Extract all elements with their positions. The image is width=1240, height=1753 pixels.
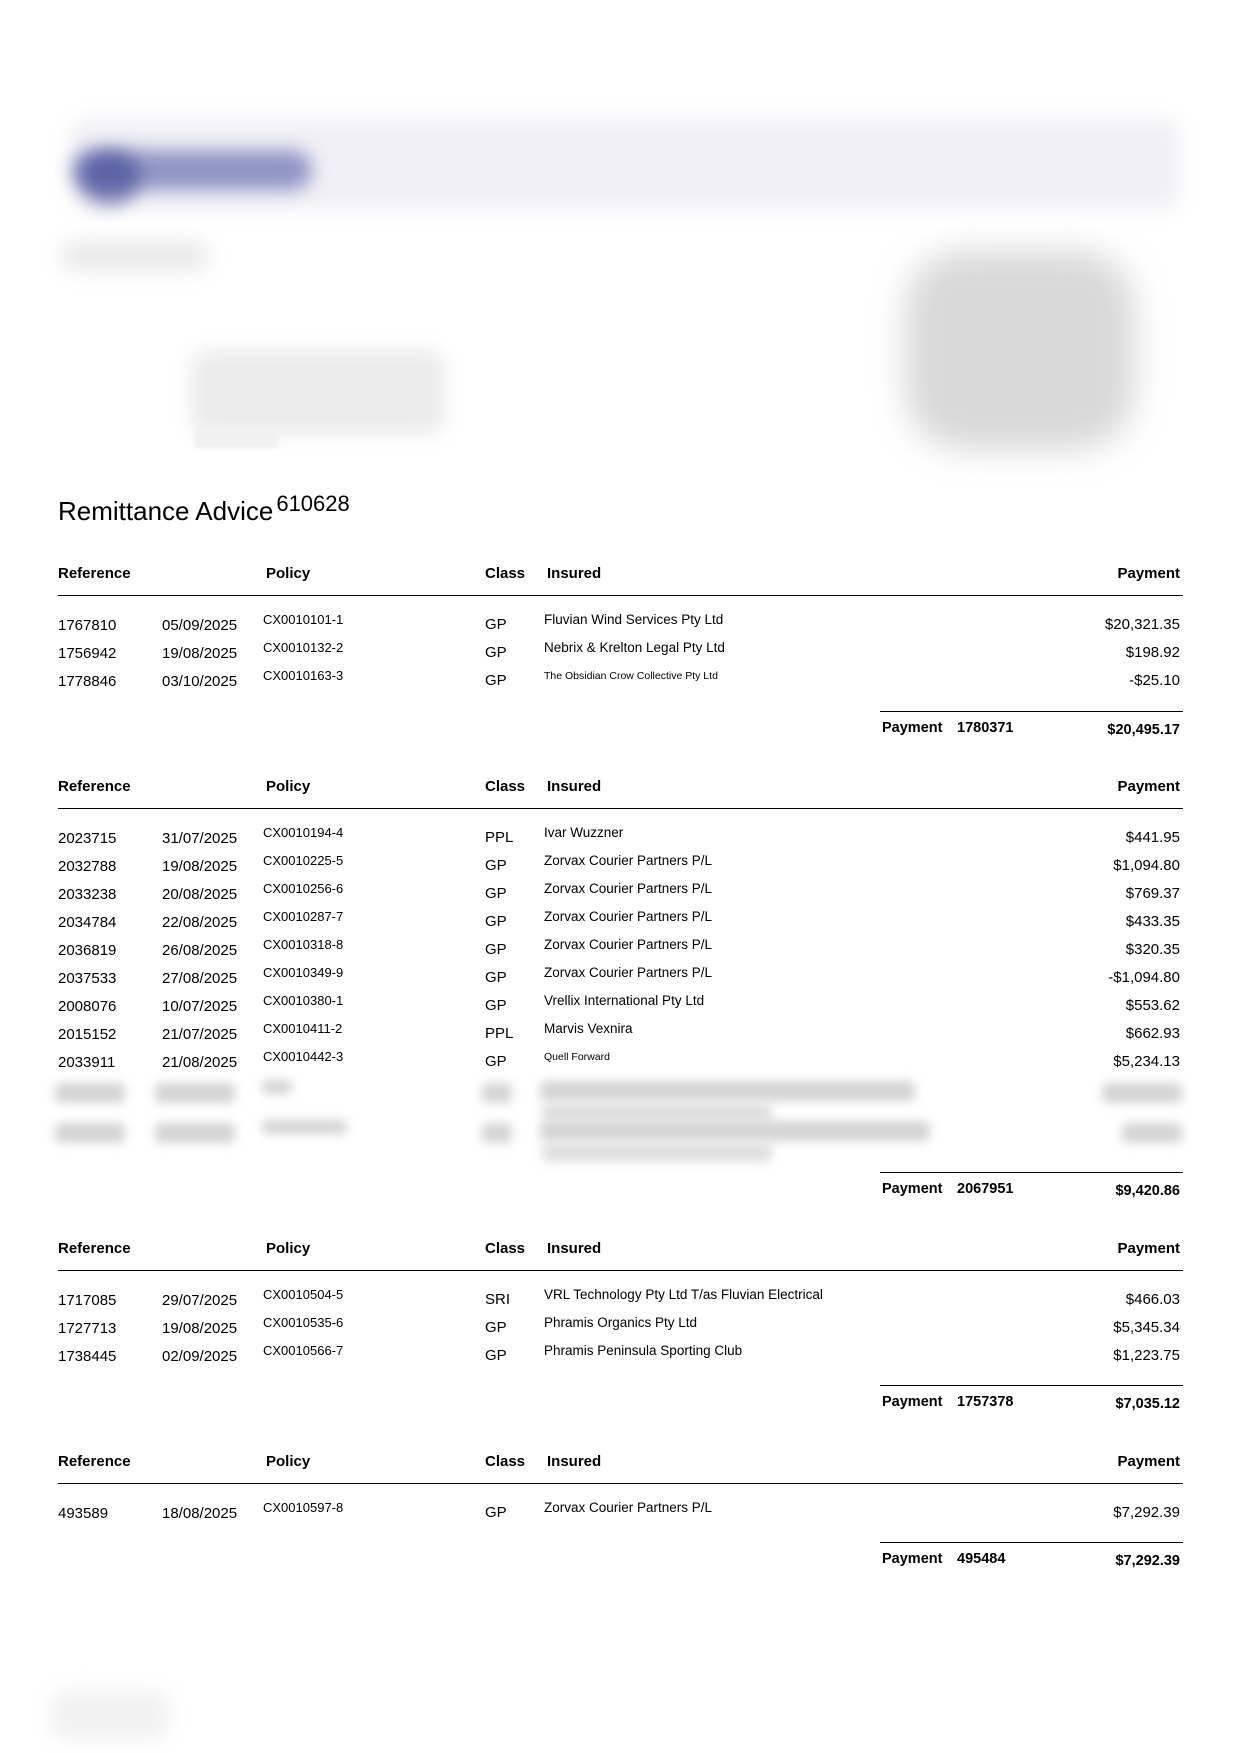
section-total (880, 1385, 1183, 1412)
redacted-footer (50, 1690, 170, 1740)
table-header (58, 778, 1183, 809)
table-row (58, 1021, 1183, 1049)
cell-date: 31/07/2025 (162, 830, 238, 847)
cell-date: 02/09/2025 (162, 1348, 238, 1365)
cell-policy: CX0010194-4 (263, 825, 344, 840)
total-amount: $20,495.17 (1107, 722, 1180, 738)
cell-reference: 2033238 (58, 886, 117, 903)
total-label: Payment (882, 1551, 943, 1567)
cell-class: GP (485, 997, 507, 1014)
redacted-cell (55, 1083, 125, 1103)
cell-reference: 1756942 (58, 645, 117, 662)
redacted-recipient-block (905, 250, 1135, 450)
cell-reference: 1767810 (58, 617, 117, 634)
col-reference: Reference (58, 565, 131, 582)
total-amount: $9,420.86 (1115, 1183, 1180, 1199)
cell-payment: $662.93 (1125, 1025, 1180, 1042)
total-reference: 1780371 (957, 720, 1014, 736)
cell-class: GP (485, 969, 507, 986)
page-title (58, 491, 350, 527)
cell-reference: 1727713 (58, 1320, 117, 1337)
redacted-address-block (190, 350, 445, 435)
col-reference: Reference (58, 778, 131, 795)
cell-class: PPL (485, 1025, 514, 1042)
redacted-address-line (194, 428, 278, 448)
col-class: Class (485, 565, 526, 582)
cell-reference: 2037533 (58, 970, 117, 987)
table-row (58, 937, 1183, 965)
cell-date: 27/08/2025 (162, 970, 238, 987)
cell-date: 29/07/2025 (162, 1292, 238, 1309)
cell-insured: Marvis Vexnira (544, 1021, 633, 1036)
cell-policy: CX0010132-2 (263, 640, 344, 655)
cell-class: GP (485, 672, 507, 689)
company-logo-mark (80, 150, 140, 205)
cell-payment: $441.95 (1125, 829, 1180, 846)
col-insured: Insured (547, 1453, 602, 1470)
cell-reference: 2036819 (58, 942, 117, 959)
redacted-cell (482, 1123, 512, 1143)
redacted-cell (540, 1081, 915, 1101)
cell-insured: Zorvax Courier Partners P/L (544, 909, 713, 924)
col-payment: Payment (1117, 565, 1180, 582)
col-class: Class (485, 1453, 526, 1470)
col-policy: Policy (266, 565, 311, 582)
total-label: Payment (882, 720, 943, 736)
table-row (58, 1049, 1183, 1077)
table-row (58, 825, 1183, 853)
cell-class: GP (485, 941, 507, 958)
cell-insured: Vrellix International Pty Ltd (544, 993, 705, 1008)
table-row (58, 1287, 1183, 1315)
cell-date: 10/07/2025 (162, 998, 238, 1015)
cell-class: GP (485, 1053, 507, 1070)
redacted-cell (540, 1121, 930, 1141)
cell-class: GP (485, 1504, 507, 1521)
redacted-cell (1122, 1123, 1182, 1143)
table-row (58, 668, 1183, 696)
cell-class: GP (485, 885, 507, 902)
redacted-cell (155, 1083, 235, 1103)
cell-payment: $20,321.35 (1104, 616, 1180, 633)
cell-reference: 2033911 (58, 1054, 116, 1071)
cell-class: GP (485, 1319, 507, 1336)
section-total (880, 711, 1183, 738)
table-row (58, 965, 1183, 993)
cell-class: PPL (485, 829, 514, 846)
cell-insured: Nebrix & Krelton Legal Pty Ltd (544, 640, 725, 655)
table-row (58, 909, 1183, 937)
cell-insured: Zorvax Courier Partners P/L (544, 965, 713, 980)
col-payment: Payment (1117, 1240, 1180, 1257)
redacted-cell (482, 1083, 512, 1103)
total-reference: 2067951 (957, 1181, 1014, 1197)
cell-insured: Phramis Peninsula Sporting Club (544, 1343, 743, 1358)
cell-insured: Fluvian Wind Services Pty Ltd (544, 612, 724, 627)
cell-date: 19/08/2025 (162, 645, 238, 662)
cell-policy: CX0010411-2 (263, 1021, 343, 1036)
cell-payment: $320.35 (1125, 941, 1180, 958)
cell-reference: 1717085 (58, 1292, 117, 1309)
cell-insured: The Obsidian Crow Collective Pty Ltd (544, 670, 718, 682)
cell-date: 19/08/2025 (162, 1320, 238, 1337)
cell-policy: CX0010163-3 (263, 668, 344, 683)
col-insured: Insured (547, 565, 602, 582)
cell-policy: CX0010287-7 (263, 909, 344, 924)
cell-class: GP (485, 1347, 507, 1364)
cell-reference: 2034784 (58, 914, 117, 931)
cell-reference: 2023715 (58, 830, 117, 847)
remittance-number: 610628 (276, 491, 350, 516)
section-total (880, 1542, 1183, 1569)
cell-class: GP (485, 857, 507, 874)
cell-class: GP (485, 616, 507, 633)
col-payment: Payment (1117, 778, 1180, 795)
col-reference: Reference (58, 1453, 131, 1470)
cell-payment: $433.35 (1125, 913, 1180, 930)
cell-payment: $466.03 (1125, 1291, 1180, 1308)
cell-reference: 493589 (58, 1505, 109, 1522)
cell-reference: 1738445 (58, 1348, 117, 1365)
cell-date: 03/10/2025 (162, 673, 238, 690)
table-row (58, 612, 1183, 640)
table-row (58, 1315, 1183, 1343)
col-insured: Insured (547, 1240, 602, 1257)
section-total (880, 1172, 1183, 1199)
col-policy: Policy (266, 1240, 311, 1257)
col-insured: Insured (547, 778, 602, 795)
cell-date: 21/07/2025 (162, 1026, 238, 1043)
redacted-subheading (60, 240, 210, 272)
cell-payment: $769.37 (1125, 885, 1180, 902)
table-header (58, 565, 1183, 596)
cell-policy: CX0010225-5 (263, 853, 344, 868)
cell-date: 26/08/2025 (162, 942, 238, 959)
cell-insured: Zorvax Courier Partners P/L (544, 937, 713, 952)
total-label: Payment (882, 1181, 943, 1197)
redacted-cell (542, 1102, 772, 1122)
table-row (58, 640, 1183, 668)
total-reference: 1757378 (957, 1394, 1014, 1410)
cell-insured: Ivar Wuzzner (544, 825, 624, 840)
col-class: Class (485, 1240, 526, 1257)
cell-insured: VRL Technology Pty Ltd T/as Fluvian Electrical (544, 1287, 823, 1302)
cell-policy: CX0010504-5 (263, 1287, 344, 1302)
cell-payment: $7,292.39 (1113, 1504, 1180, 1521)
redacted-cell (542, 1142, 772, 1162)
col-policy: Policy (266, 778, 311, 795)
cell-date: 05/09/2025 (162, 617, 238, 634)
cell-insured: Phramis Organics Pty Ltd (544, 1315, 698, 1330)
cell-payment: $1,223.75 (1113, 1347, 1180, 1364)
table-row (58, 993, 1183, 1021)
col-payment: Payment (1117, 1453, 1180, 1470)
cell-insured: Zorvax Courier Partners P/L (544, 853, 713, 868)
cell-policy: CX0010597-8 (263, 1500, 344, 1515)
cell-payment: $198.92 (1125, 644, 1180, 661)
total-amount: $7,035.12 (1115, 1396, 1180, 1412)
cell-date: 18/08/2025 (162, 1505, 238, 1522)
cell-policy: CX0010380-1 (263, 993, 344, 1008)
cell-class: GP (485, 644, 507, 661)
cell-payment: $553.62 (1125, 997, 1180, 1014)
total-reference: 495484 (957, 1551, 1006, 1567)
cell-class: SRI (485, 1291, 511, 1308)
cell-policy: CX0010535-6 (263, 1315, 344, 1330)
table-header (58, 1240, 1183, 1271)
cell-policy: CX0010566-7 (263, 1343, 344, 1358)
cell-reference: 2008076 (58, 998, 117, 1015)
table-row (58, 881, 1183, 909)
cell-policy: CX0010349-9 (263, 965, 344, 980)
cell-reference: 2032788 (58, 858, 117, 875)
cell-payment: $5,345.34 (1113, 1319, 1180, 1336)
cell-policy: CX0010101-1 (263, 612, 344, 627)
cell-insured: Zorvax Courier Partners P/L (544, 1500, 713, 1515)
cell-policy: CX0010256-6 (263, 881, 344, 896)
title-text: Remittance Advice (58, 496, 274, 526)
cell-reference: 1778846 (58, 673, 117, 690)
cell-date: 22/08/2025 (162, 914, 238, 931)
col-class: Class (485, 778, 526, 795)
redacted-cell (55, 1123, 125, 1143)
cell-policy: CX0010318-8 (263, 937, 344, 952)
table-row (58, 1500, 1183, 1528)
cell-date: 20/08/2025 (162, 886, 238, 903)
cell-class: GP (485, 913, 507, 930)
cell-insured: Zorvax Courier Partners P/L (544, 881, 713, 896)
redacted-cell (262, 1080, 292, 1094)
redacted-cell (262, 1120, 347, 1134)
total-label: Payment (882, 1394, 943, 1410)
table-row (58, 1343, 1183, 1371)
cell-insured: Quell Forward (544, 1051, 610, 1063)
cell-payment: -$25.10 (1129, 672, 1180, 689)
cell-date: 21/08/2025 (162, 1054, 238, 1071)
redacted-cell (1102, 1083, 1182, 1103)
cell-payment: $1,094.80 (1113, 857, 1180, 874)
redacted-cell (155, 1123, 235, 1143)
table-row (58, 853, 1183, 881)
cell-policy: CX0010442-3 (263, 1049, 344, 1064)
cell-date: 19/08/2025 (162, 858, 238, 875)
table-header (58, 1453, 1183, 1484)
cell-payment: $5,234.13 (1113, 1053, 1180, 1070)
col-policy: Policy (266, 1453, 311, 1470)
cell-reference: 2015152 (58, 1026, 117, 1043)
total-amount: $7,292.39 (1115, 1553, 1180, 1569)
col-reference: Reference (58, 1240, 131, 1257)
cell-payment: -$1,094.80 (1108, 969, 1180, 986)
